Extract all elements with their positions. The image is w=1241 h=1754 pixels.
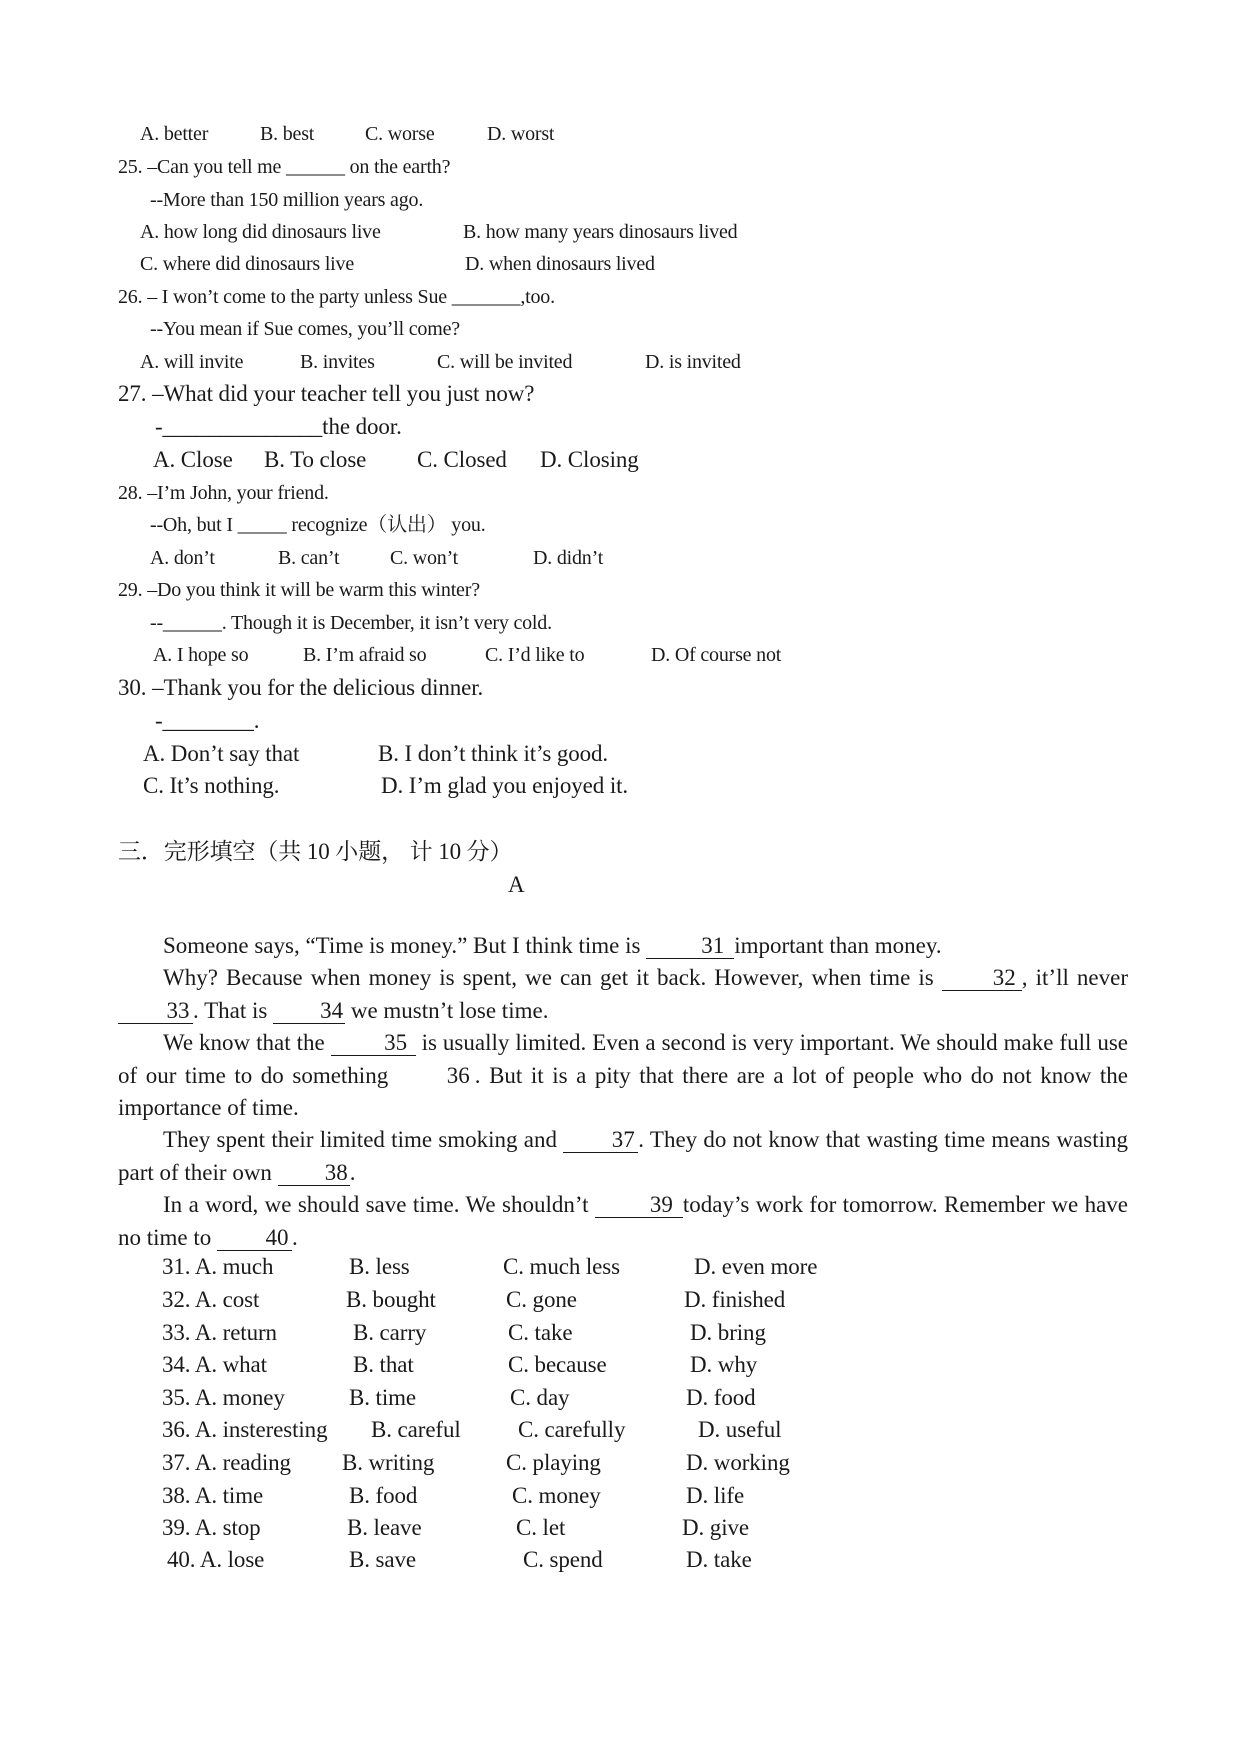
option-35-d: D. food xyxy=(686,1385,756,1410)
option-36-b: B. careful xyxy=(371,1417,461,1442)
blank-38: 38 xyxy=(278,1161,350,1186)
blank-40: 40 xyxy=(217,1226,292,1251)
q30-option-c: C. It’s nothing. xyxy=(143,773,280,798)
q30-stem: 30. –Thank you for the delicious dinner. xyxy=(118,675,484,700)
blank-36: 36 xyxy=(446,1062,470,1088)
blank-31: 31 xyxy=(646,934,734,959)
option-31-c: C. much less xyxy=(503,1254,620,1279)
option-36-a: 36. A. insteresting xyxy=(162,1417,328,1442)
option-32-c: C. gone xyxy=(506,1287,577,1312)
passage-label: A xyxy=(508,872,525,897)
option-40-d: D. take xyxy=(686,1547,752,1572)
q26-stem: 26. – I won’t come to the party unless Sue _______,too. xyxy=(118,286,555,308)
q29-option-c: C. I’d like to xyxy=(485,644,585,666)
q25-option-b: B. how many years dinosaurs lived xyxy=(463,221,738,243)
q25-reply: --More than 150 million years ago. xyxy=(150,189,424,211)
q27-reply: -______________the door. xyxy=(155,414,402,439)
q25-option-c: C. where did dinosaurs live xyxy=(140,253,355,275)
q29-stem: 29. –Do you think it will be warm this winter? xyxy=(118,579,480,601)
q28-reply: --Oh, but I _____ recognize（认出） you. xyxy=(150,514,486,536)
q30-option-d: D. I’m glad you enjoyed it. xyxy=(381,773,629,798)
q25-option-a: A. how long did dinosaurs live xyxy=(140,221,381,243)
q26-option-a: A. will invite xyxy=(140,351,244,373)
q27-option-b: B. To close xyxy=(264,447,367,472)
q29-option-b: B. I’m afraid so xyxy=(303,644,427,666)
option-36-c: C. carefully xyxy=(518,1417,626,1442)
option-35-a: 35. A. money xyxy=(162,1385,285,1410)
passage-paragraph-1: Someone says, “Time is money.” But I think time is 31 important than money. xyxy=(163,933,942,958)
blank-39: 39 xyxy=(595,1193,683,1218)
passage-paragraph-4: They spent their limited time smoking and 37 . They do not know that wasting time means wasting part of their own 38. xyxy=(118,1127,1128,1185)
q29-option-d: D. Of course not xyxy=(651,644,782,666)
option-39-c: C. let xyxy=(516,1515,566,1540)
option-37-a: 37. A. reading xyxy=(162,1450,291,1475)
q29-option-a: A. I hope so xyxy=(153,644,249,666)
q28-option-b: B. can’t xyxy=(278,547,340,569)
q27-option-a: A. Close xyxy=(153,447,233,472)
option-39-b: B. leave xyxy=(347,1515,422,1540)
option-31-b: B. less xyxy=(349,1254,410,1279)
blank-35: 35 xyxy=(331,1031,416,1056)
option-34-c: C. because xyxy=(508,1352,607,1377)
option-32-d: D. finished xyxy=(684,1287,786,1312)
q29-reply: --______. Though it is December, it isn’t very cold. xyxy=(150,612,552,634)
option-34-b: B. that xyxy=(353,1352,414,1377)
passage-paragraph-5: In a word, we should save time. We shouldn’t 39 today’s work for tomorrow. Remember we have no time to 40 . xyxy=(118,1192,1128,1250)
q26-option-b: B. invites xyxy=(300,351,375,373)
q28-stem: 28. –I’m John, your friend. xyxy=(118,482,329,504)
q24-option-d: D. worst xyxy=(487,123,555,145)
q30-option-b: B. I don’t think it’s good. xyxy=(378,741,609,766)
option-35-b: B. time xyxy=(349,1385,417,1410)
q27-option-d: D. Closing xyxy=(540,447,639,472)
option-32-a: 32. A. cost xyxy=(162,1287,260,1312)
q24-option-a: A. better xyxy=(140,123,209,145)
section-heading: 三．完形填空（共 10 小题， 计 10 分） xyxy=(118,839,513,864)
option-34-d: D. why xyxy=(690,1352,758,1377)
q30-reply: -________. xyxy=(155,708,260,733)
passage-paragraph-3: We know that the 35 is usually limited. Even a second is very important. We should make full use of our time to do something 36 . But it is a pity that there are a lot of people who do not know the importance of time. xyxy=(118,1030,1128,1120)
q27-stem: 27. –What did your teacher tell you just now? xyxy=(118,381,535,406)
q25-stem: 25. –Can you tell me ______ on the earth? xyxy=(118,156,451,178)
option-38-a: 38. A. time xyxy=(162,1483,264,1508)
option-40-c: C. spend xyxy=(523,1547,603,1572)
q28-option-d: D. didn’t xyxy=(533,547,604,569)
q27-option-c: C. Closed xyxy=(417,447,507,472)
q28-option-a: A. don’t xyxy=(150,547,215,569)
option-38-c: C. money xyxy=(512,1483,601,1508)
option-33-b: B. carry xyxy=(353,1320,427,1345)
q28-option-c: C. won’t xyxy=(390,547,459,569)
q26-option-c: C. will be invited xyxy=(437,351,573,373)
passage-paragraph-2: Why? Because when money is spent, we can get it back. However, when time is 32 , it’ll never 33 . That is 34 we mustn’t lose time. xyxy=(118,962,1128,1027)
option-31-d: D. even more xyxy=(694,1254,818,1279)
blank-33: 33 xyxy=(118,999,193,1024)
q26-reply: --You mean if Sue comes, you’ll come? xyxy=(150,318,460,340)
q24-option-c: C. worse xyxy=(365,123,435,145)
option-40-b: B. save xyxy=(349,1547,417,1572)
option-34-a: 34. A. what xyxy=(162,1352,267,1377)
option-39-a: 39. A. stop xyxy=(162,1515,261,1540)
blank-37: 37 xyxy=(563,1128,638,1153)
option-39-d: D. give xyxy=(682,1515,750,1540)
q24-option-b: B. best xyxy=(260,123,315,145)
option-36-d: D. useful xyxy=(698,1417,782,1442)
q26-option-d: D. is invited xyxy=(645,351,741,373)
option-38-d: D. life xyxy=(686,1483,745,1508)
option-35-c: C. day xyxy=(510,1385,570,1410)
option-33-a: 33. A. return xyxy=(162,1320,277,1345)
blank-34: 34 xyxy=(273,999,345,1024)
option-38-b: B. food xyxy=(349,1483,418,1508)
option-31-a: 31. A. much xyxy=(162,1254,274,1279)
q30-option-a: A. Don’t say that xyxy=(143,741,300,766)
option-37-d: D. working xyxy=(686,1450,790,1475)
option-33-c: C. take xyxy=(508,1320,573,1345)
option-37-b: B. writing xyxy=(342,1450,435,1475)
blank-32: 32 xyxy=(942,966,1022,991)
q25-option-d: D. when dinosaurs lived xyxy=(465,253,655,275)
option-32-b: B. bought xyxy=(346,1287,436,1312)
option-33-d: D. bring xyxy=(690,1320,766,1345)
option-40-a: 40. A. lose xyxy=(167,1547,265,1572)
option-37-c: C. playing xyxy=(506,1450,601,1475)
